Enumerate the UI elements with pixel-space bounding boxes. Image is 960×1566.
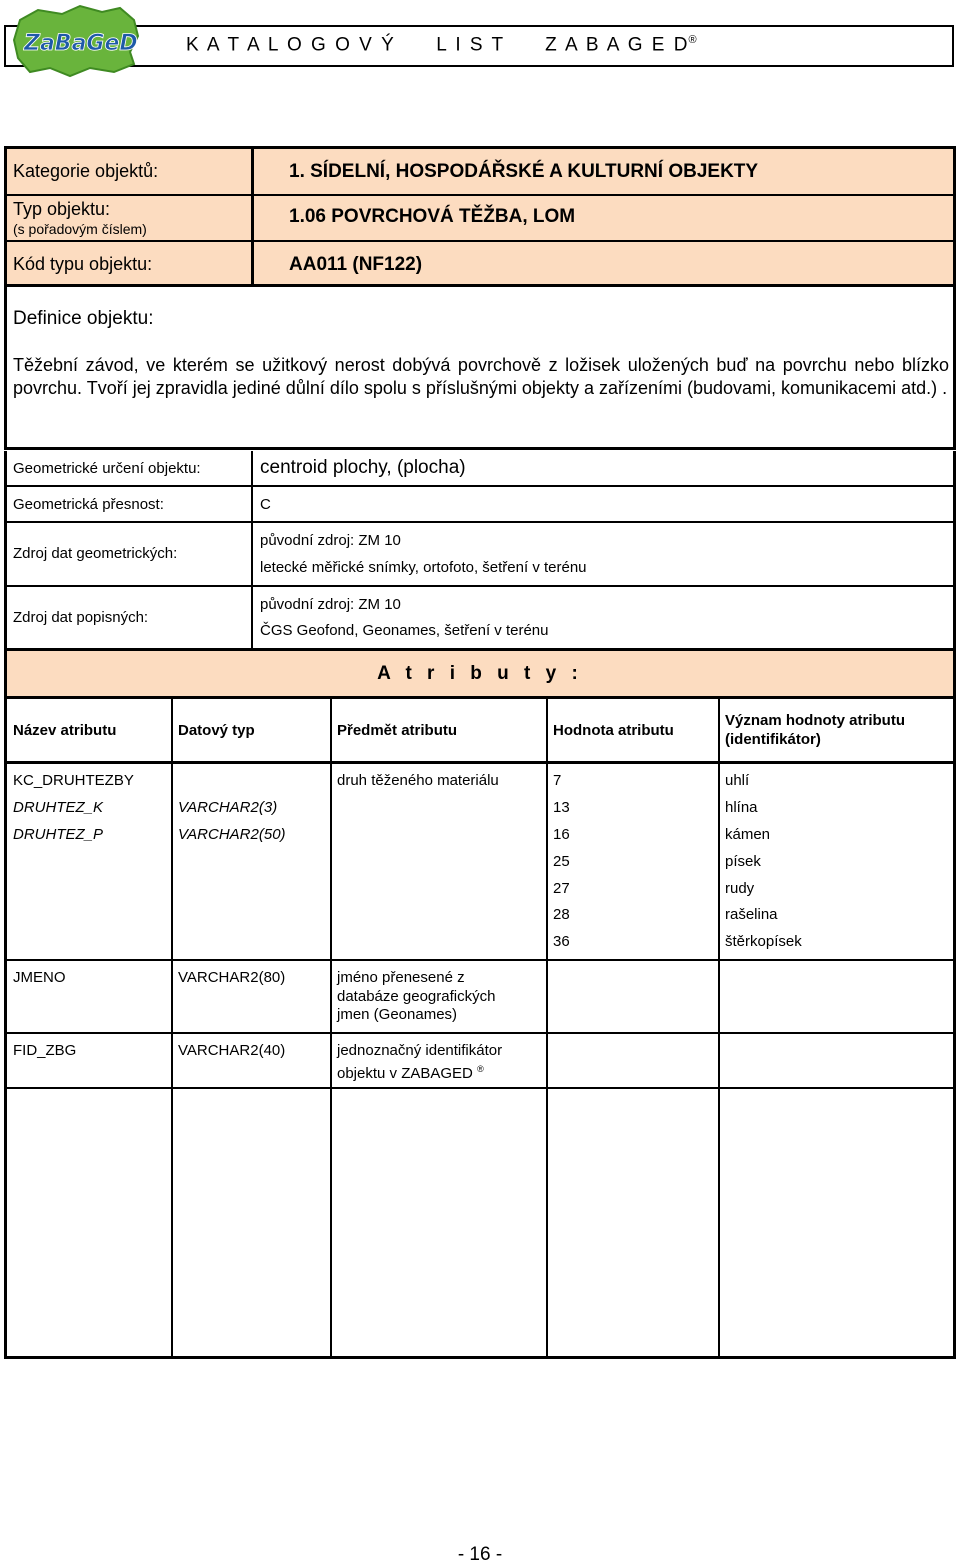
attribute-value: 7 bbox=[553, 772, 562, 789]
category-value: 1. SÍDELNÍ, HOSPODÁŘSKÉ A KULTURNÍ OBJEKTY bbox=[289, 161, 759, 182]
zabaged-logo bbox=[10, 2, 142, 78]
header-divider bbox=[7, 761, 953, 764]
column-divider bbox=[171, 699, 173, 1089]
catalog-sheet-title: K A T A L O G O V Ý L I S T Z A B A G E D® bbox=[186, 34, 698, 56]
type-code-row bbox=[7, 242, 953, 287]
value-meaning: rudy bbox=[725, 880, 755, 897]
value-meaning: kámen bbox=[725, 826, 771, 843]
attributes-title-bar bbox=[4, 651, 956, 699]
precision-label: Geometrická přesnost: bbox=[13, 496, 164, 513]
attribute-type: VARCHAR2(3) bbox=[178, 799, 278, 816]
geometric-source-row bbox=[7, 523, 953, 587]
attribute-value: 16 bbox=[553, 826, 570, 843]
attribute-subject: druh těženého materiálu bbox=[337, 772, 499, 789]
geometry-label: Geometrické určení objektu: bbox=[13, 460, 201, 477]
geometry-row bbox=[7, 451, 953, 487]
attribute-value: 27 bbox=[553, 880, 570, 897]
header-data-type: Datový typ bbox=[178, 722, 255, 739]
descriptive-source-primary: původní zdroj: ZM 10 bbox=[260, 596, 401, 613]
attribute-subject-line: jmen (Geonames) bbox=[337, 1006, 458, 1023]
header-attribute-subject: Předmět atributu bbox=[337, 722, 458, 739]
attribute-name: FID_ZBG bbox=[13, 1042, 77, 1059]
value-meaning: písek bbox=[725, 853, 761, 870]
category-row bbox=[7, 149, 953, 196]
attribute-subject-line: jednoznačný identifikátor bbox=[337, 1042, 503, 1059]
attribute-value: 25 bbox=[553, 853, 570, 870]
definition-section bbox=[4, 287, 956, 450]
value-meaning: uhlí bbox=[725, 772, 750, 789]
precision-row bbox=[7, 487, 953, 523]
row-divider bbox=[7, 1087, 953, 1089]
row-divider bbox=[7, 1032, 953, 1034]
descriptive-source-secondary: ČGS Geofond, Geonames, šetření v terénu bbox=[260, 622, 549, 639]
geometry-divider bbox=[251, 451, 253, 648]
geometry-table bbox=[4, 451, 956, 651]
attribute-subject-line: databáze geografických bbox=[337, 988, 496, 1005]
header-value-meaning: Význam hodnoty atributu (identifikátor) bbox=[725, 712, 905, 748]
attribute-type: VARCHAR2(40) bbox=[178, 1042, 286, 1059]
object-type-sublabel: (s pořadovým číslem) bbox=[13, 221, 147, 237]
header-attribute-name: Název atributu bbox=[13, 722, 117, 739]
column-divider bbox=[546, 699, 548, 1356]
attribute-name: KC_DRUHTEZBY bbox=[13, 772, 134, 789]
attribute-type: VARCHAR2(50) bbox=[178, 826, 286, 843]
page-number: - 16 - bbox=[457, 1544, 503, 1565]
geometric-source-secondary: letecké měřické snímky, ortofoto, šetření v terénu bbox=[260, 559, 587, 576]
type-code-value: AA011 (NF122) bbox=[289, 254, 423, 275]
attribute-name: DRUHTEZ_P bbox=[13, 826, 104, 843]
attribute-value: 36 bbox=[553, 933, 570, 950]
header-attribute-value: Hodnota atributu bbox=[553, 722, 674, 739]
column-divider bbox=[330, 699, 332, 1356]
attributes-table bbox=[4, 699, 956, 1359]
category-divider bbox=[251, 149, 254, 284]
attribute-value: 13 bbox=[553, 799, 570, 816]
descriptive-source-row bbox=[7, 587, 953, 648]
attribute-subject-line: jméno přenesené z bbox=[337, 969, 465, 986]
geometric-source-label: Zdroj dat geometrických: bbox=[13, 545, 178, 562]
column-divider bbox=[171, 1089, 173, 1356]
object-type-label: Typ objektu: (s pořadovým číslem) bbox=[13, 199, 147, 237]
value-meaning: štěrkopísek bbox=[725, 933, 802, 950]
descriptive-source-label: Zdroj dat popisných: bbox=[13, 609, 149, 626]
geometry-value: centroid plochy, (plocha) bbox=[260, 457, 466, 478]
attribute-name: JMENO bbox=[13, 969, 66, 986]
attribute-value: 28 bbox=[553, 906, 570, 923]
category-label: Kategorie objektů: bbox=[13, 161, 159, 181]
precision-value: C bbox=[260, 496, 271, 513]
definition-text: Těžební závod, ve kterém se užitkový nerost dobývá povrchově z ložisek uložených buď na povrchu nebo blízko povrchu. Tvoří jej zpravidla jediné důlní dílo spolu s příslušnými objekty a zařízeními (budovami, komunikacemi atd.) . bbox=[13, 355, 949, 398]
type-code-label: Kód typu objektu: bbox=[13, 254, 153, 274]
attribute-type: VARCHAR2(80) bbox=[178, 969, 286, 986]
row-divider bbox=[7, 959, 953, 961]
category-table bbox=[4, 146, 956, 287]
svg-text:ZaBaGeD: ZaBaGeD bbox=[24, 31, 138, 56]
attribute-name: DRUHTEZ_K bbox=[13, 799, 104, 816]
definition-title: Definice objektu: bbox=[13, 308, 154, 329]
object-type-row bbox=[7, 196, 953, 242]
object-type-value: 1.06 POVRCHOVÁ TĚŽBA, LOM bbox=[289, 206, 576, 227]
value-meaning: rašelina bbox=[725, 906, 778, 923]
column-divider bbox=[718, 699, 720, 1356]
attribute-subject-line: objektu v ZABAGED ® bbox=[337, 1064, 484, 1082]
value-meaning: hlína bbox=[725, 799, 758, 816]
geometric-source-primary: původní zdroj: ZM 10 bbox=[260, 532, 401, 549]
attributes-title: A t r i b u t y : bbox=[377, 663, 583, 684]
